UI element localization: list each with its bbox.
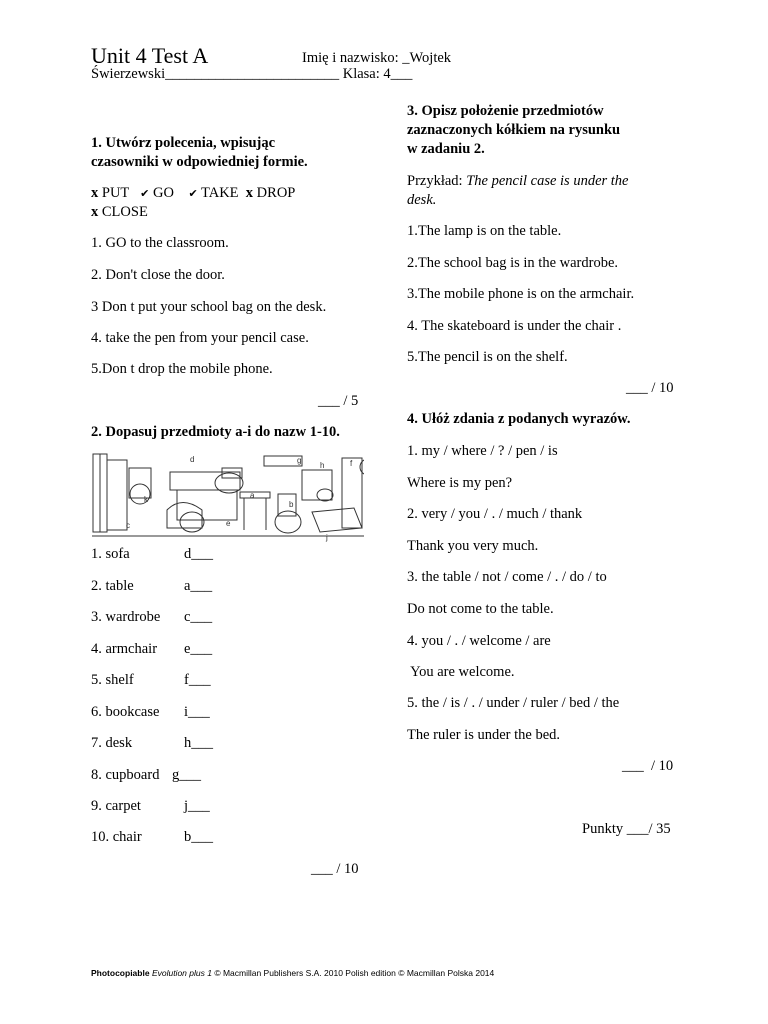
ex2-item-6	[91, 703, 291, 722]
item-name: 5. shelf	[91, 672, 134, 688]
cross-mark: x	[91, 185, 99, 201]
ex3-answer-2: 2.The school bag is in the wardrobe.	[407, 255, 619, 271]
ex4-answer-4: You are welcome.	[407, 664, 515, 680]
ex2-item-7	[91, 734, 291, 753]
ex3-score: ___ / 10	[626, 380, 674, 396]
ex3-answer-1: 1.The lamp is on the table.	[407, 223, 562, 239]
student-name-label: Imię i nazwisko: _Wojtek	[302, 50, 452, 66]
footer-book-title: Evolution plus 1	[151, 968, 212, 978]
example-label: Przykład:	[407, 173, 467, 189]
footer-photocopiable: Photocopiable	[91, 968, 150, 978]
item-answer: d___	[184, 546, 213, 562]
picture-letter-b: b	[289, 500, 294, 509]
item-answer: i___	[184, 704, 210, 720]
ex3-example	[407, 172, 629, 191]
ex1-heading-line2: czasowniki w odpowiedniej formie.	[91, 154, 308, 170]
ex4-answer-5: The ruler is under the bed.	[407, 727, 561, 743]
ex4-score: ___ / 10	[622, 758, 674, 774]
item-answer: c___	[184, 609, 213, 625]
ex2-item-3	[91, 608, 291, 627]
word-drop: DROP	[256, 185, 296, 201]
footer-copyright: © Macmillan Publishers S.A. 2010 Polish edition © Macmillan Polska 2014	[211, 968, 495, 978]
ex2-item-9	[91, 797, 291, 816]
ex4-prompt-5: 5. the / is / . / under / ruler / bed / the	[407, 695, 620, 711]
picture-letter-j: j	[326, 533, 328, 542]
ex3-heading-line2: zaznaczonych kółkiem na rysunku	[407, 122, 621, 138]
example-text: The pencil case is under the	[466, 173, 629, 189]
room-illustration	[92, 450, 364, 544]
item-name: 2. table	[91, 578, 134, 594]
copyright-footer	[91, 968, 494, 978]
item-name: 1. sofa	[91, 546, 130, 562]
item-name: 10. chair	[91, 829, 142, 845]
picture-letter-h: h	[320, 461, 325, 470]
ex4-prompt-2: 2. very / you / . / much / thank	[407, 506, 583, 522]
item-answer: j___	[184, 798, 210, 814]
item-answer: f___	[184, 672, 211, 688]
ex3-answer-4: 4. The skateboard is under the chair .	[407, 318, 622, 334]
item-name: 4. armchair	[91, 641, 158, 657]
ex1-word-bank-row2	[91, 203, 148, 222]
ex2-item-4	[91, 640, 291, 659]
picture-letter-d: d	[190, 455, 195, 464]
example-text-cont: desk.	[407, 192, 437, 208]
ex2-item-8	[91, 766, 291, 785]
check-mark: ✔	[140, 188, 150, 200]
ex1-word-bank-row1	[91, 184, 295, 204]
ex1-answer-4: 4. take the pen from your pencil case.	[91, 330, 309, 346]
ex3-heading-line3: w zadaniu 2.	[407, 141, 485, 157]
word-go: GO	[153, 185, 174, 201]
item-name: 3. wardrobe	[91, 609, 161, 625]
picture-letter-a: a	[250, 491, 255, 500]
ex4-heading: 4. Ułóż zdania z podanych wyrazów.	[407, 411, 631, 427]
picture-letter-c: c	[126, 521, 130, 530]
ex2-item-10	[91, 828, 291, 847]
ex3-heading-line1: 3. Opisz położenie przedmiotów	[407, 103, 604, 119]
word-put: PUT	[101, 185, 130, 201]
cross-mark: x	[91, 204, 99, 220]
picture-letter-g: g	[297, 456, 302, 465]
ex4-answer-3: Do not come to the table.	[407, 601, 554, 617]
word-close: CLOSE	[101, 204, 148, 220]
test-title: Unit 4 Test A	[91, 43, 209, 68]
cross-mark: x	[245, 185, 254, 201]
total-points: Punkty ___/ 35	[582, 821, 671, 837]
ex3-answer-5: 5.The pencil is on the shelf.	[407, 349, 568, 365]
ex2-heading: 2. Dopasuj przedmioty a-i do nazw 1-10.	[91, 424, 340, 440]
item-answer: b___	[184, 829, 213, 845]
ex2-item-1	[91, 545, 291, 564]
ex3-answer-3: 3.The mobile phone is on the armchair.	[407, 286, 635, 302]
item-name: 9. carpet	[91, 798, 141, 814]
item-answer: g___	[172, 767, 201, 783]
ex1-answer-5: 5.Don t drop the mobile phone.	[91, 361, 273, 377]
picture-letter-k: k	[144, 495, 148, 504]
ex4-prompt-3: 3. the table / not / come / . / do / to	[407, 569, 607, 585]
surname-class-line: Świerzewski________________________ Klasa: 4___	[91, 66, 413, 82]
item-name: 6. bookcase	[91, 704, 160, 720]
word-take: TAKE	[201, 185, 239, 201]
picture-letter-f: f	[350, 459, 353, 468]
item-answer: h___	[184, 735, 213, 751]
item-answer: e___	[184, 641, 213, 657]
ex1-heading-line1: 1. Utwórz polecenia, wpisując	[91, 135, 276, 151]
ex4-prompt-1: 1. my / where / ? / pen / is	[407, 443, 558, 459]
ex2-item-5	[91, 671, 291, 690]
item-name: 8. cupboard	[91, 767, 160, 783]
ex4-answer-2: Thank you very much.	[407, 538, 539, 554]
picture-letter-e: e	[226, 519, 231, 528]
item-answer: a___	[184, 578, 213, 594]
ex4-answer-1: Where is my pen?	[407, 475, 513, 491]
ex1-answer-1: 1. GO to the classroom.	[91, 235, 229, 251]
item-name: 7. desk	[91, 735, 133, 751]
ex4-prompt-4: 4. you / . / welcome / are	[407, 633, 551, 649]
ex1-score: ___ / 5	[318, 393, 359, 409]
check-mark: ✔	[188, 188, 198, 200]
ex1-answer-2: 2. Don't close the door.	[91, 267, 225, 283]
ex2-item-2	[91, 577, 291, 596]
ex1-answer-3: 3 Don t put your school bag on the desk.	[91, 299, 327, 315]
ex3-example-cont	[407, 191, 436, 210]
ex2-score: ___ / 10	[311, 861, 359, 877]
